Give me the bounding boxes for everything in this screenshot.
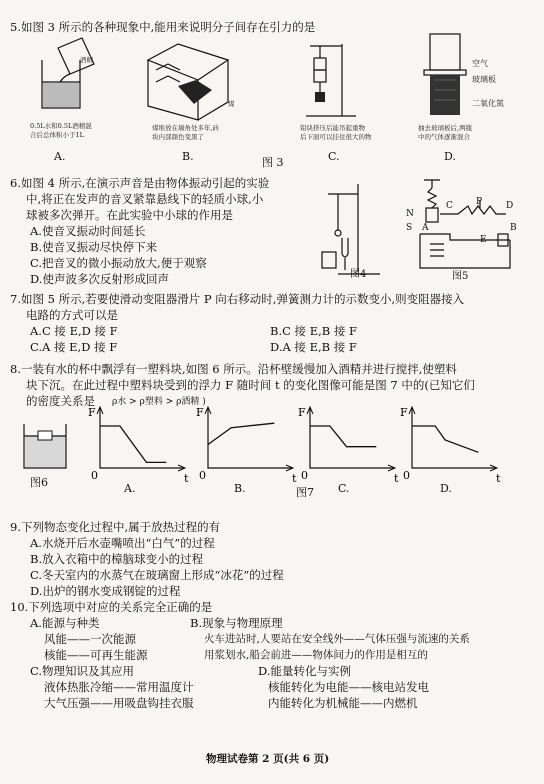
q6-option-c: C.把音叉的微小振动放大,便于观察 (30, 256, 207, 270)
page-footer: 物理试卷第 2 页(共 6 页) (206, 753, 330, 765)
fig5-c: C (446, 201, 453, 211)
q6-option-b: B.使音叉振动尽快停下来 (30, 240, 158, 254)
q5-option-d: D. (444, 150, 456, 163)
q5-caption-b2: 块内部颜色变黑了 (152, 133, 204, 141)
fig5-p: P (476, 197, 483, 207)
fig4-label: 图4 (350, 269, 367, 280)
q10-d-1: 核能转化为电能——核电站发电 (268, 680, 429, 694)
q8-option-c: C. (338, 482, 350, 495)
axis-origin-label: 0 (301, 469, 308, 482)
q10-a-2: 核能——可再生能源 (44, 648, 148, 662)
graph-b (196, 406, 297, 485)
q7-option-a: A.C 接 E,D 接 F (30, 324, 118, 338)
q6-option-a: A.使音叉振动时间延长 (30, 224, 146, 238)
q10-stem: 10.下列选项中对应的关系完全正确的是 (10, 600, 213, 614)
q10-c-title: C.物理知识及其应用 (30, 664, 135, 678)
series-line (208, 423, 274, 444)
fig5-s: S (406, 223, 413, 233)
q5-label-air: 空气 (472, 59, 488, 68)
axis-origin-label: 0 (199, 469, 206, 482)
q7-stem-2: 电路的方式可以是 (26, 308, 118, 322)
fig7-label: 图7 (296, 486, 314, 499)
q5-label-glass: 玻璃板 (472, 75, 496, 84)
q9-option-b: B.放入衣箱中的樟脑球变小的过程 (30, 552, 204, 566)
q9-stem: 9.下列物态变化过程中,属于放热过程的有 (10, 520, 221, 534)
q5-caption-c1: 铅块挤压后能吊起重物 (300, 124, 365, 132)
q5-stem: 5.如图 3 所示的各种现象中,能用来说明分子间存在引力的是 (10, 20, 316, 34)
series-line (310, 426, 376, 447)
q5-fig-b (138, 40, 238, 120)
q5-option-b: B. (182, 150, 194, 163)
q8-stem-3: 的密度关系是 (26, 394, 95, 408)
q10-c-1: 液体热胀冷缩——常用温度计 (44, 680, 194, 694)
q8-option-a: A. (124, 482, 136, 495)
q5-fig-a (30, 38, 110, 118)
q10-d-2: 内能转化为机械能——内燃机 (268, 696, 418, 710)
q7-option-c: C.A 接 E,D 接 F (30, 340, 118, 354)
q6-stem-3: 球被多次弹开。在此实验中小球的作用是 (26, 208, 233, 222)
fig5-e: E (480, 235, 487, 245)
axis-f-label: F (298, 406, 306, 419)
axis-t-label: t (496, 472, 501, 485)
q9-option-c: C.冬天室内的水蒸气在玻璃窗上形成“冰花”的过程 (30, 568, 284, 582)
q5-caption-d1: 抽去玻璃板后,两瓶 (418, 124, 473, 132)
axis-origin-label: 0 (91, 469, 98, 482)
axis-t-label: t (292, 472, 297, 485)
graph-axes (208, 408, 292, 468)
axis-t-label: t (184, 472, 189, 485)
graph-a (88, 406, 189, 485)
series-line (100, 426, 166, 462)
fig5-label: 图5 (452, 271, 469, 282)
axis-f-label: F (88, 406, 96, 419)
fig7-graphs (0, 400, 544, 490)
q9-option-d: D.出炉的钢水变成钢锭的过程 (30, 584, 181, 598)
q6-stem-1: 6.如图 4 所示,在演示声音是由物体振动引起的实验 (10, 176, 270, 190)
q6-option-d: D.使声波多次反射形成回声 (30, 272, 169, 286)
q5-label-coal: 煤 (228, 100, 235, 108)
axis-origin-label: 0 (403, 469, 410, 482)
q5-caption-b1: 煤堆放在墙角处多年,砖 (152, 124, 220, 132)
axis-t-label: t (394, 472, 399, 485)
axis-f-label: F (400, 406, 408, 419)
fig3-label: 图 3 (262, 156, 284, 169)
series-line (412, 426, 478, 452)
axis-f-label: F (196, 406, 204, 419)
graph-axes (412, 408, 496, 468)
q10-c-2: 大气压强——用吸盘钩挂衣服 (44, 696, 194, 710)
q8-stem-2: 块下沉。在此过程中塑料块受到的浮力 F 随时间 t 的变化图像可能是图 7 中的(已知它们 (26, 378, 475, 392)
q5-caption-a1: 0.5L水和0.5L酒精混 (30, 122, 92, 130)
q10-a-1: 风能——一次能源 (44, 632, 136, 646)
q8-option-d: D. (440, 482, 452, 495)
q7-stem-1: 7.如图 5 所示,若要使滑动变阻器滑片 P 向右移动时,弹簧测力计的示数变小,则变阻器接入 (10, 292, 465, 306)
q10-b-title: B.现象与物理原理 (190, 616, 283, 630)
q5-caption-a2: 合后总体积小于1L (30, 131, 84, 139)
q8-density: ρ水 > ρ塑料 > ρ酒精 ) (112, 397, 206, 407)
q5-label-no2: 二氧化氮 (472, 99, 504, 108)
q7-option-d: D.A 接 E,B 接 F (270, 340, 357, 354)
q7-option-b: B.C 接 E,B 接 F (270, 324, 358, 338)
q6-stem-2: 中,将正在发声的音叉紧靠悬线下的轻质小球,小 (26, 192, 264, 206)
q10-d-title: D.能量转化与实例 (258, 664, 351, 678)
q10-a-title: A.能源与种类 (30, 616, 100, 630)
q9-option-a: A.水烧开后水壶嘴喷出“白气”的过程 (30, 536, 215, 550)
fig5-d: D (506, 201, 514, 211)
graph-d (400, 406, 501, 485)
fig5-n: N (406, 209, 414, 219)
graph-axes (100, 408, 184, 468)
fig6-label: 图6 (30, 476, 48, 489)
q5-fig-d (420, 30, 480, 120)
fig5-a: A (422, 223, 429, 233)
q8-stem-1: 8.一装有水的杯中飘浮有一塑料块,如图 6 所示。沿杯壁缓慢加入酒精并进行搅拌,使塑料 (10, 362, 457, 376)
q10-b-1: 火车进站时,人要站在安全线外——气体压强与流速的关系 (204, 633, 470, 645)
q8-option-b: B. (234, 482, 246, 495)
fig5-b: B (510, 223, 517, 233)
q5-caption-d2: 中的气体逐渐混合 (418, 133, 470, 141)
q5-fig-c (296, 40, 366, 120)
graph-c (298, 406, 399, 485)
q5-caption-c2: 后下面可以挂住很大的物 (300, 133, 372, 141)
q10-b-2: 用浆划水,船会前进——物体间力的作用是相互的 (204, 649, 428, 661)
q5-option-c: C. (328, 150, 340, 163)
q5-label-alcohol: 酒精 (80, 56, 93, 64)
graph-axes (310, 408, 394, 468)
fig4-tuning-fork (318, 180, 398, 280)
q5-option-a: A. (54, 150, 66, 163)
